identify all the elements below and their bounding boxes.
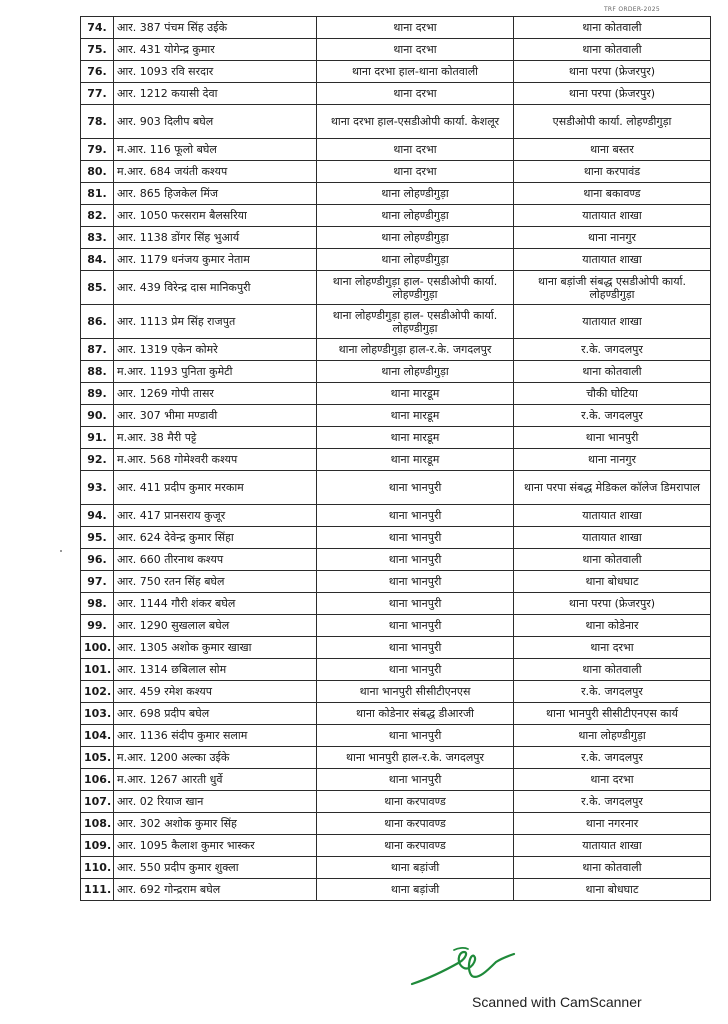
transfer-order-table	[80, 16, 711, 901]
serial-number: 97.	[81, 571, 114, 593]
current-posting: थाना बड़ांजी	[317, 857, 514, 879]
current-posting: थाना भानपुरी	[317, 549, 514, 571]
serial-number: 76.	[81, 61, 114, 83]
employee-name: आर. 1136 संदीप कुमार सलाम	[114, 725, 317, 747]
new-posting: एसडीओपी कार्या. लोहण्डीगुड़ा	[514, 105, 711, 139]
table-row	[81, 105, 711, 139]
current-posting: थाना लोहण्डीगुड़ा हाल- एसडीओपी कार्या. लोहण्डीगुड़ा	[317, 271, 514, 305]
employee-name: आर. 698 प्रदीप बघेल	[114, 703, 317, 725]
table-row	[81, 305, 711, 339]
employee-name: आर. 1314 छबिलाल सोम	[114, 659, 317, 681]
new-posting: थाना बस्तर	[514, 139, 711, 161]
current-posting: थाना लोहण्डीगुड़ा	[317, 227, 514, 249]
current-posting: थाना लोहण्डीगुड़ा	[317, 361, 514, 383]
table-row	[81, 879, 711, 901]
employee-name: आर. 1305 अशोक कुमार खाखा	[114, 637, 317, 659]
serial-number: 109.	[81, 835, 114, 857]
serial-number: 102.	[81, 681, 114, 703]
table-row	[81, 139, 711, 161]
new-posting: र.के. जगदलपुर	[514, 747, 711, 769]
employee-name: आर. 1290 सुखलाल बघेल	[114, 615, 317, 637]
employee-name: आर. 1093 रवि सरदार	[114, 61, 317, 83]
table-row	[81, 791, 711, 813]
employee-name: आर. 411 प्रदीप कुमार मरकाम	[114, 471, 317, 505]
table-row	[81, 857, 711, 879]
new-posting: यातायात शाखा	[514, 505, 711, 527]
new-posting: थाना कोतवाली	[514, 549, 711, 571]
new-posting: थाना परपा (फ्रेजरपुर)	[514, 83, 711, 105]
table-row	[81, 593, 711, 615]
scanner-watermark: Scanned with CamScanner	[472, 994, 642, 1010]
table-row	[81, 449, 711, 471]
serial-number: 100.	[81, 637, 114, 659]
current-posting: थाना भानपुरी	[317, 471, 514, 505]
employee-name: म.आर. 1200 अल्का उईके	[114, 747, 317, 769]
employee-name: आर. 1050 फरसराम बैलसरिया	[114, 205, 317, 227]
current-posting: थाना दरभा	[317, 83, 514, 105]
employee-name: आर. 550 प्रदीप कुमार शुक्ला	[114, 857, 317, 879]
employee-name: म.आर. 684 जयंती कश्यप	[114, 161, 317, 183]
table-row	[81, 161, 711, 183]
employee-name: आर. 903 दिलीप बघेल	[114, 105, 317, 139]
serial-number: 84.	[81, 249, 114, 271]
new-posting: थाना कोतवाली	[514, 659, 711, 681]
employee-name: आर. 1095 कैलाश कुमार भास्कर	[114, 835, 317, 857]
serial-number: 80.	[81, 161, 114, 183]
new-posting: थाना कोतवाली	[514, 857, 711, 879]
table-row	[81, 505, 711, 527]
table-row	[81, 835, 711, 857]
table-row	[81, 83, 711, 105]
current-posting: थाना लोहण्डीगुड़ा	[317, 183, 514, 205]
current-posting: थाना लोहण्डीगुड़ा हाल-र.के. जगदलपुर	[317, 339, 514, 361]
table-row	[81, 61, 711, 83]
new-posting: थाना लोहण्डीगुड़ा	[514, 725, 711, 747]
serial-number: 92.	[81, 449, 114, 471]
new-posting: थाना नगरनार	[514, 813, 711, 835]
employee-name: म.आर. 568 गोमेश्वरी कश्यप	[114, 449, 317, 471]
serial-number: 90.	[81, 405, 114, 427]
table-row	[81, 813, 711, 835]
serial-number: 106.	[81, 769, 114, 791]
employee-name: आर. 692 गोन्द्रराम बघेल	[114, 879, 317, 901]
employee-name: आर. 1269 गोपी तासर	[114, 383, 317, 405]
current-posting: थाना लोहण्डीगुड़ा	[317, 205, 514, 227]
current-posting: थाना करपावण्ड	[317, 791, 514, 813]
current-posting: थाना भानपुरी	[317, 769, 514, 791]
current-posting: थाना भानपुरी	[317, 637, 514, 659]
employee-name: आर. 02 रियाज खान	[114, 791, 317, 813]
signature-icon	[408, 940, 518, 990]
employee-name: आर. 865 हिजकेल मिंज	[114, 183, 317, 205]
employee-name: आर. 387 पंचम सिंह उईके	[114, 17, 317, 39]
employee-name: आर. 417 प्रानसराय कुजूर	[114, 505, 317, 527]
table-row	[81, 681, 711, 703]
current-posting: थाना भानपुरी	[317, 725, 514, 747]
new-posting: थाना कोतवाली	[514, 17, 711, 39]
serial-number: 94.	[81, 505, 114, 527]
serial-number: 95.	[81, 527, 114, 549]
current-posting: थाना दरभा	[317, 17, 514, 39]
table-row	[81, 769, 711, 791]
serial-number: 99.	[81, 615, 114, 637]
page-header-ref: TRF ORDER-2025	[603, 6, 660, 13]
serial-number: 74.	[81, 17, 114, 39]
employee-name: आर. 439 विरेन्द्र दास मानिकपुरी	[114, 271, 317, 305]
new-posting: थाना भानपुरी सीसीटीएनएस कार्य	[514, 703, 711, 725]
table-row	[81, 427, 711, 449]
employee-name: आर. 459 रमेश कश्यप	[114, 681, 317, 703]
current-posting: थाना दरभा हाल-एसडीओपी कार्या. केशलूर	[317, 105, 514, 139]
employee-name: आर. 302 अशोक कुमार सिंह	[114, 813, 317, 835]
table-row	[81, 183, 711, 205]
current-posting: थाना दरभा	[317, 39, 514, 61]
serial-number: 88.	[81, 361, 114, 383]
employee-name: म.आर. 38 मैरी पट्टे	[114, 427, 317, 449]
current-posting: थाना मारडूम	[317, 449, 514, 471]
employee-name: आर. 1179 धनंजय कुमार नेताम	[114, 249, 317, 271]
new-posting: यातायात शाखा	[514, 205, 711, 227]
serial-number: 78.	[81, 105, 114, 139]
current-posting: थाना भानपुरी हाल-र.के. जगदलपुर	[317, 747, 514, 769]
table-row	[81, 471, 711, 505]
serial-number: 89.	[81, 383, 114, 405]
new-posting: थाना बड़ांजी संबद्ध एसडीओपी कार्या. लोहण्डीगुड़ा	[514, 271, 711, 305]
serial-number: 79.	[81, 139, 114, 161]
serial-number: 111.	[81, 879, 114, 901]
current-posting: थाना करपावण्ड	[317, 835, 514, 857]
employee-name: आर. 750 रतन सिंह बघेल	[114, 571, 317, 593]
new-posting: थाना भानपुरी	[514, 427, 711, 449]
current-posting: थाना मारडूम	[317, 405, 514, 427]
current-posting: थाना भानपुरी	[317, 571, 514, 593]
serial-number: 86.	[81, 305, 114, 339]
serial-number: 103.	[81, 703, 114, 725]
serial-number: 75.	[81, 39, 114, 61]
current-posting: थाना मारडूम	[317, 383, 514, 405]
current-posting: थाना दरभा	[317, 161, 514, 183]
current-posting: थाना दरभा हाल-थाना कोतवाली	[317, 61, 514, 83]
table-row	[81, 659, 711, 681]
current-posting: थाना भानपुरी	[317, 659, 514, 681]
serial-number: 91.	[81, 427, 114, 449]
table-row	[81, 227, 711, 249]
employee-name: आर. 1212 कयासी देवा	[114, 83, 317, 105]
serial-number: 81.	[81, 183, 114, 205]
employee-name: आर. 431 योगेन्द्र कुमार	[114, 39, 317, 61]
serial-number: 107.	[81, 791, 114, 813]
table-row	[81, 17, 711, 39]
new-posting: चौकी घोटिया	[514, 383, 711, 405]
table-row	[81, 405, 711, 427]
serial-number: 98.	[81, 593, 114, 615]
serial-number: 93.	[81, 471, 114, 505]
employee-name: आर. 624 देवेन्द्र कुमार सिंहा	[114, 527, 317, 549]
employee-name: आर. 1319 एकेन कोमरे	[114, 339, 317, 361]
current-posting: थाना मारडूम	[317, 427, 514, 449]
employee-name: म.आर. 1267 आरती धुर्वे	[114, 769, 317, 791]
employee-name: आर. 660 तीरनाथ कश्यप	[114, 549, 317, 571]
current-posting: थाना लोहण्डीगुड़ा हाल- एसडीओपी कार्या. लोहण्डीगुड़ा	[317, 305, 514, 339]
new-posting: र.के. जगदलपुर	[514, 791, 711, 813]
employee-name: म.आर. 116 फूलो बघेल	[114, 139, 317, 161]
new-posting: थाना बोधघाट	[514, 571, 711, 593]
employee-name: आर. 307 भीमा मण्डावी	[114, 405, 317, 427]
new-posting: थाना बकावण्ड	[514, 183, 711, 205]
table-row	[81, 549, 711, 571]
new-posting: थाना नानगुर	[514, 449, 711, 471]
table-row	[81, 205, 711, 227]
serial-number: 87.	[81, 339, 114, 361]
serial-number: 105.	[81, 747, 114, 769]
current-posting: थाना भानपुरी	[317, 527, 514, 549]
table-row	[81, 339, 711, 361]
new-posting: थाना बोधघाट	[514, 879, 711, 901]
new-posting: र.के. जगदलपुर	[514, 405, 711, 427]
table-row	[81, 249, 711, 271]
new-posting: र.के. जगदलपुर	[514, 681, 711, 703]
employee-name: आर. 1113 प्रेम सिंह राजपुत	[114, 305, 317, 339]
new-posting: यातायात शाखा	[514, 305, 711, 339]
new-posting: थाना कोतवाली	[514, 361, 711, 383]
current-posting: थाना भानपुरी	[317, 593, 514, 615]
new-posting: यातायात शाखा	[514, 249, 711, 271]
new-posting: यातायात शाखा	[514, 527, 711, 549]
table-row	[81, 527, 711, 549]
new-posting: थाना परपा संबद्ध मेडिकल कॉलेज डिमरापाल	[514, 471, 711, 505]
serial-number: 83.	[81, 227, 114, 249]
table-row	[81, 637, 711, 659]
new-posting: थाना परपा (फ्रेजरपुर)	[514, 61, 711, 83]
new-posting: थाना नानगुर	[514, 227, 711, 249]
current-posting: थाना भानपुरी	[317, 505, 514, 527]
current-posting: थाना करपावण्ड	[317, 813, 514, 835]
new-posting: थाना कोतवाली	[514, 39, 711, 61]
table-row	[81, 383, 711, 405]
current-posting: थाना कोडेनार संबद्ध डीआरजी	[317, 703, 514, 725]
table-row	[81, 361, 711, 383]
serial-number: 101.	[81, 659, 114, 681]
new-posting: यातायात शाखा	[514, 835, 711, 857]
serial-number: 77.	[81, 83, 114, 105]
serial-number: 82.	[81, 205, 114, 227]
employee-name: आर. 1144 गौरी शंकर बघेल	[114, 593, 317, 615]
table-row	[81, 703, 711, 725]
serial-number: 96.	[81, 549, 114, 571]
current-posting: थाना भानपुरी सीसीटीएनएस	[317, 681, 514, 703]
serial-number: 85.	[81, 271, 114, 305]
table-row	[81, 615, 711, 637]
employee-name: आर. 1138 डोंगर सिंह भुआर्य	[114, 227, 317, 249]
table-row	[81, 747, 711, 769]
table-row	[81, 725, 711, 747]
margin-mark	[60, 550, 62, 552]
current-posting: थाना लोहण्डीगुड़ा	[317, 249, 514, 271]
table-row	[81, 39, 711, 61]
serial-number: 110.	[81, 857, 114, 879]
new-posting: थाना करपावंड	[514, 161, 711, 183]
serial-number: 104.	[81, 725, 114, 747]
new-posting: र.के. जगदलपुर	[514, 339, 711, 361]
table-row	[81, 571, 711, 593]
new-posting: थाना कोडेनार	[514, 615, 711, 637]
table-row	[81, 271, 711, 305]
serial-number: 108.	[81, 813, 114, 835]
new-posting: थाना दरभा	[514, 769, 711, 791]
new-posting: थाना दरभा	[514, 637, 711, 659]
employee-name: म.आर. 1193 पुनिता कुमेटी	[114, 361, 317, 383]
current-posting: थाना भानपुरी	[317, 615, 514, 637]
new-posting: थाना परपा (फ्रेजरपुर)	[514, 593, 711, 615]
current-posting: थाना दरभा	[317, 139, 514, 161]
current-posting: थाना बड़ांजी	[317, 879, 514, 901]
